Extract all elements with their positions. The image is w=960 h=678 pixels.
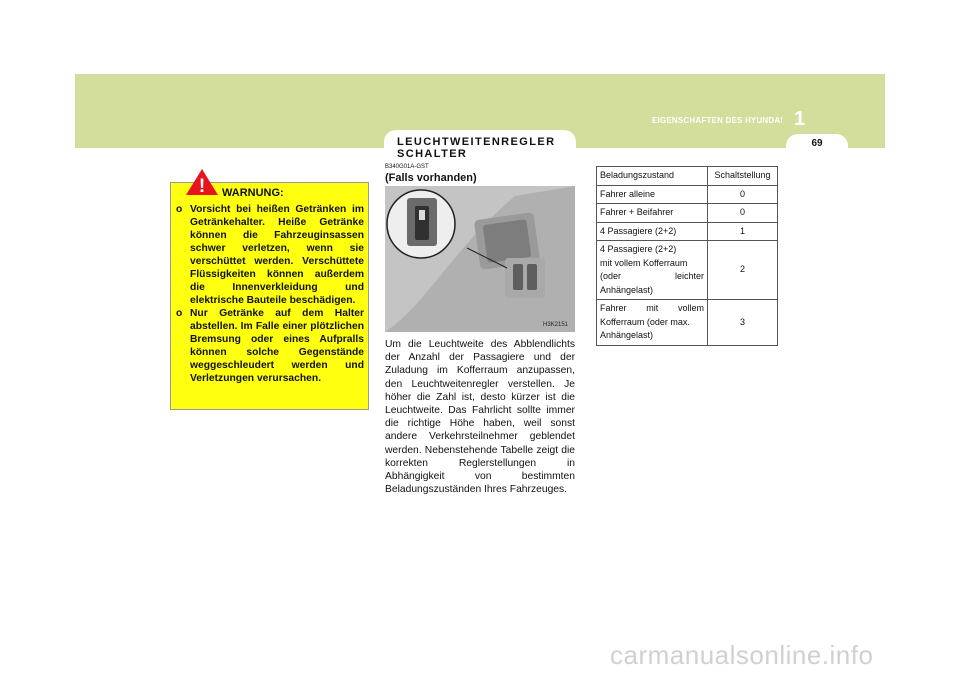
table-cell: 0 (708, 204, 778, 223)
table-row (597, 204, 778, 223)
page-number: 69 (811, 138, 823, 149)
figure-code: H3K2151 (543, 322, 569, 328)
table-cell-line: 4 Passagiere (2+2) (600, 244, 677, 254)
table-cell (597, 241, 708, 300)
watermark: carmanualsonline.info (610, 640, 874, 670)
section-title-line2: SCHALTER (397, 148, 468, 160)
table-header: Schaltstellung (708, 167, 778, 186)
table-row (597, 300, 778, 346)
table-cell: Fahrer + Beifahrer (597, 204, 708, 223)
table-cell: Fahrer alleine (597, 185, 708, 204)
warning-title: WARNUNG: (222, 187, 284, 199)
warning-icon-symbol: ! (198, 176, 206, 196)
table-header-row (597, 167, 778, 186)
table-cell: 4 Passagiere (2+2) (597, 222, 708, 241)
warning-item: o Vorsicht bei heißen Getränken im Getränkehalter. Heiße Getränke können die Fahrzeuginsassen schwer verletzen, wenn sie verschüttet werden. Verschüttete Flüssigkeiten können außerdem die Innenverkleidung und elektrische Bauteile beschädigen. (176, 203, 364, 307)
table-cell-line: Anhängelast) (600, 284, 654, 295)
table-header: Beladungszustand (597, 167, 708, 186)
table-cell (597, 300, 708, 346)
table-cell: 3 (708, 300, 778, 346)
table-cell-line: Anhängelast) (600, 330, 654, 340)
table-cell: 2 (708, 241, 778, 300)
body-text: Um die Leuchtweite des Abblendlichts der Anzahl der Passagiere und der Zuladung im Kofferraum anzupassen, den Leuchtweitenregler verstellen. Je höher die Zahl ist, desto kürzer ist die Leuchtweite. Das Fahrlicht sollte immer die richtige Höhe haben, weil sonst andere Verkehrsteilnehmer geblendet werden. Nebenstehende Tabelle zeigt die korrekten Reglerstellungen in Abhängigkeit von bestimmten Beladungszuständen Ihres Fahrzeuges. (385, 339, 575, 496)
table-cell: 1 (708, 222, 778, 241)
chapter-number: 1 (794, 108, 806, 130)
table-cell: 0 (708, 185, 778, 204)
chapter-title: EIGENSCHAFTEN DES HYUNDAI (652, 116, 783, 125)
table-row (597, 222, 778, 241)
table-cell-line: (oder leichter (600, 271, 704, 281)
table-cell-line: mit vollem Kofferraum (600, 257, 688, 268)
table-cell-line: Kofferraum (oder max. (600, 316, 690, 327)
dashboard-photo (385, 186, 575, 332)
table-row (597, 185, 778, 204)
warning-item: o Nur Getränke auf dem Halter abstellen. Im Falle einer plötzlichen Bremsung oder eines Aufpralls können solche Gegenstände weggeschleudert werden und Verletzungen verursachen. (176, 307, 364, 385)
section-title-line1: LEUCHTWEITENREGLER (397, 136, 556, 148)
reference-code: B340G01A-GST (385, 164, 429, 170)
load-table (596, 166, 778, 346)
table-row (597, 241, 778, 300)
warning-list (176, 203, 364, 385)
table-cell-line: Fahrer mit vollem (600, 303, 704, 313)
dashboard-illustration (385, 186, 575, 332)
section-title (397, 136, 555, 160)
subtitle: (Falls vorhanden) (385, 172, 477, 184)
warning-icon (185, 168, 219, 196)
